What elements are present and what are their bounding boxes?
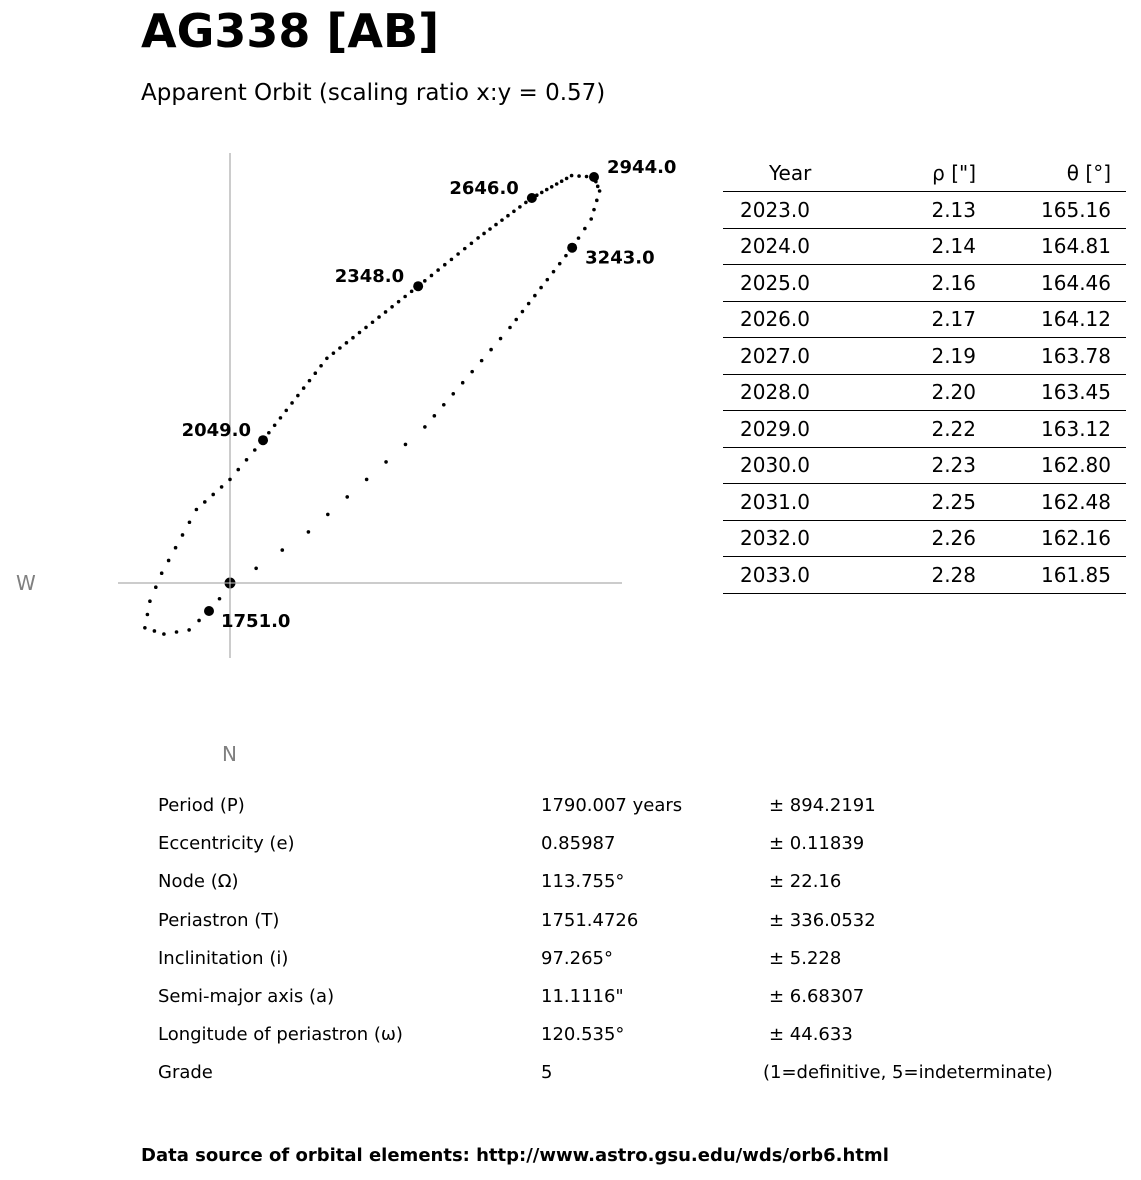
- orbit-point: [598, 189, 602, 193]
- cell-theta: 162.16: [991, 520, 1126, 557]
- table-row: [723, 447, 1126, 484]
- orbit-point: [220, 485, 224, 489]
- orbit-point: [430, 274, 434, 278]
- orbit-point: [494, 223, 498, 227]
- orbit-point: [583, 227, 587, 231]
- element-error: ± 894.2191: [769, 795, 876, 816]
- orbit-point: [211, 493, 215, 497]
- orbit-point: [319, 364, 323, 368]
- header-year: Year: [723, 155, 856, 192]
- element-name: Periastron (T): [158, 909, 280, 931]
- element-name: Inclinitation (i): [158, 947, 289, 969]
- element-error: ± 6.68307: [769, 985, 865, 1007]
- orbit-point: [489, 348, 493, 352]
- orbit-point: [508, 326, 512, 330]
- orbit-point: [550, 185, 554, 189]
- orbit-point: [175, 630, 179, 634]
- orbit-point: [514, 318, 518, 322]
- element-error: ± 336.0532: [769, 909, 876, 931]
- orbit-point: [195, 508, 199, 512]
- orbit-point: [596, 185, 600, 189]
- orbit-point: [488, 227, 492, 231]
- compass-west: W: [16, 571, 36, 595]
- orbit-point: [470, 241, 474, 245]
- orbit-point: [351, 336, 355, 340]
- orbit-point: [197, 619, 201, 623]
- orbit-point: [436, 268, 440, 272]
- orbit-point: [345, 495, 349, 499]
- cell-rho: 2.22: [856, 411, 991, 448]
- table-row: [723, 411, 1126, 448]
- element-value: 0.85987: [541, 833, 616, 855]
- element-error: ± 44.633: [769, 1024, 853, 1046]
- orbit-point: [592, 208, 596, 212]
- epoch-label: 2049.0: [181, 420, 252, 442]
- orbit-point: [236, 468, 240, 472]
- orbit-point: [218, 597, 222, 601]
- orbit-point: [480, 359, 484, 363]
- element-value: 11.1116": [541, 985, 624, 1007]
- orbit-point: [267, 431, 271, 435]
- header-theta: θ [°]: [991, 155, 1126, 192]
- orbit-point: [302, 386, 306, 390]
- cell-theta: 163.12: [991, 411, 1126, 448]
- orbit-point: [254, 567, 258, 571]
- cell-year: 2030.0: [723, 447, 856, 484]
- cell-rho: 2.25: [856, 484, 991, 521]
- orbit-point: [512, 210, 516, 214]
- header-rho: ρ ["]: [856, 155, 991, 192]
- element-value: 120.535°: [541, 1024, 625, 1046]
- cell-year: 2028.0: [723, 374, 856, 411]
- orbit-point: [253, 448, 257, 452]
- element-name: Eccentricity (e): [158, 833, 295, 855]
- orbit-point: [545, 188, 549, 192]
- epoch-marker: [527, 193, 537, 203]
- element-name: Period (P): [158, 795, 245, 816]
- orbit-point: [364, 326, 368, 330]
- epoch-label: 2944.0: [607, 157, 677, 178]
- orbit-point: [404, 443, 408, 447]
- table-row: [723, 265, 1126, 302]
- orbit-point: [280, 548, 284, 552]
- table-row: [723, 338, 1126, 375]
- cell-year: 2033.0: [723, 557, 856, 594]
- orbit-point: [167, 559, 171, 563]
- table-row: [723, 192, 1126, 229]
- ephemeris-table: [723, 155, 1126, 594]
- element-name: Longitude of periastron (ω): [158, 1024, 403, 1046]
- orbit-point: [499, 337, 503, 341]
- element-error: ± 0.11839: [769, 833, 865, 855]
- orbit-point: [463, 247, 467, 251]
- orbit-point: [279, 416, 283, 420]
- orbit-point: [433, 414, 437, 418]
- cell-year: 2024.0: [723, 228, 856, 265]
- element-name: Node (Ω): [158, 871, 239, 893]
- orbit-point: [188, 520, 192, 524]
- data-source: Data source of orbital elements: http://www.astro.gsu.edu/wds/orb6.html: [141, 1145, 889, 1166]
- orbit-point: [500, 218, 504, 222]
- table-row: [723, 374, 1126, 411]
- orbit-point: [338, 346, 342, 350]
- epoch-marker: [258, 435, 268, 445]
- epoch-marker: [567, 243, 577, 253]
- orbit-point: [461, 381, 465, 385]
- cell-rho: 2.23: [856, 447, 991, 484]
- cell-theta: 163.45: [991, 374, 1126, 411]
- element-error: ± 22.16: [769, 871, 842, 893]
- orbit-point: [160, 571, 164, 575]
- labeled-epochs: [182, 157, 677, 632]
- orbit-point: [307, 530, 311, 534]
- orbit-point: [560, 179, 564, 183]
- orbit-point: [181, 533, 185, 537]
- cell-theta: 164.46: [991, 265, 1126, 302]
- cell-year: 2023.0: [723, 192, 856, 229]
- chart-subtitle: Apparent Orbit (scaling ratio x:y = 0.57): [141, 80, 606, 106]
- table-row: [723, 484, 1126, 521]
- element-value: 5: [541, 1062, 553, 1084]
- orbit-point: [284, 409, 288, 413]
- orbit-path: [143, 174, 601, 636]
- epoch-label: 2348.0: [334, 266, 405, 288]
- orbit-point: [476, 236, 480, 240]
- orbit-point: [403, 295, 407, 299]
- element-name: Semi-major axis (a): [158, 985, 335, 1007]
- epoch-marker: [589, 172, 599, 182]
- orbit-point: [565, 177, 569, 181]
- element-value: 113.755°: [541, 871, 625, 893]
- cell-rho: 2.17: [856, 301, 991, 338]
- orbit-point: [203, 500, 207, 504]
- orbit-point: [570, 174, 574, 178]
- orbit-point: [527, 302, 531, 306]
- cell-rho: 2.14: [856, 228, 991, 265]
- orbit-point: [308, 379, 312, 383]
- cell-year: 2025.0: [723, 265, 856, 302]
- orbit-point: [290, 401, 294, 405]
- orbit-point: [589, 217, 593, 221]
- cell-theta: 165.16: [991, 192, 1126, 229]
- orbit-point: [533, 294, 537, 298]
- orbit-point: [595, 199, 599, 203]
- cell-rho: 2.26: [856, 520, 991, 557]
- orbit-point: [423, 425, 427, 429]
- orbit-point: [162, 632, 166, 636]
- orbit-point: [326, 513, 330, 517]
- orbit-point: [174, 546, 178, 550]
- element-name: Grade: [158, 1062, 213, 1084]
- cell-rho: 2.19: [856, 338, 991, 375]
- orbit-point: [148, 599, 152, 603]
- orbit-point: [450, 258, 454, 262]
- orbit-point: [187, 628, 191, 632]
- orbit-point: [345, 341, 349, 345]
- orbit-point: [540, 191, 544, 195]
- orbit-point: [552, 270, 556, 274]
- orbit-point: [146, 613, 150, 617]
- orbit-point: [273, 424, 277, 428]
- orbit-point: [384, 460, 388, 464]
- orbit-point: [423, 279, 427, 283]
- table-row: [723, 557, 1126, 594]
- cell-year: 2031.0: [723, 484, 856, 521]
- table-row: [723, 520, 1126, 557]
- orbit-point: [558, 262, 562, 266]
- cell-year: 2027.0: [723, 338, 856, 375]
- epoch-label: 2646.0: [449, 178, 519, 199]
- orbit-point: [371, 320, 375, 324]
- orbit-point: [451, 392, 455, 396]
- orbit-point: [410, 290, 414, 294]
- epoch-label: 1751.0: [221, 611, 291, 632]
- orbit-point: [228, 478, 232, 482]
- cell-theta: 162.48: [991, 484, 1126, 521]
- orbit-point: [518, 205, 522, 209]
- orbit-point: [456, 252, 460, 256]
- orbit-point: [358, 331, 362, 335]
- element-error: ± 5.228: [769, 947, 842, 969]
- ephemeris-header-row: [723, 155, 1126, 192]
- cell-theta: 163.78: [991, 338, 1126, 375]
- orbit-point: [585, 175, 589, 179]
- cell-rho: 2.20: [856, 374, 991, 411]
- orbit-point: [245, 458, 249, 462]
- element-value: 1751.4726: [541, 909, 639, 931]
- orbit-point: [577, 236, 581, 240]
- orbit-point: [296, 394, 300, 398]
- orbit-point: [143, 626, 147, 630]
- cell-year: 2029.0: [723, 411, 856, 448]
- orbit-point: [524, 201, 528, 205]
- table-row: [723, 228, 1126, 265]
- epoch-marker: [413, 281, 423, 291]
- cell-rho: 2.13: [856, 192, 991, 229]
- cell-theta: 162.80: [991, 447, 1126, 484]
- epoch-label: 3243.0: [585, 247, 655, 269]
- table-row: [723, 301, 1126, 338]
- orbit-point: [365, 478, 369, 482]
- orbit-point: [482, 232, 486, 236]
- element-error: (1=definitive, 5=indeterminate): [763, 1062, 1053, 1084]
- orbit-point: [397, 300, 401, 304]
- orbit-point: [390, 305, 394, 309]
- element-value: 97.265°: [541, 947, 613, 969]
- orbit-point: [442, 403, 446, 407]
- orbit-point: [521, 310, 525, 314]
- cell-theta: 161.85: [991, 557, 1126, 594]
- orbit-point: [313, 371, 317, 375]
- orbit-point: [577, 174, 581, 178]
- element-value: 1790.007 years: [541, 795, 683, 816]
- orbit-point: [506, 214, 510, 218]
- chart-title: AG338 [AB]: [141, 4, 440, 58]
- cell-theta: 164.81: [991, 228, 1126, 265]
- orbit-point: [555, 182, 559, 186]
- orbit-point: [539, 286, 543, 290]
- orbit-point: [470, 370, 474, 374]
- cell-theta: 164.12: [991, 301, 1126, 338]
- orbit-plot: [0, 0, 700, 700]
- orbit-point: [332, 351, 336, 355]
- orbit-point: [443, 263, 447, 267]
- cell-year: 2032.0: [723, 520, 856, 557]
- orbit-point: [545, 278, 549, 282]
- orbit-point: [325, 357, 329, 361]
- orbit-point: [564, 254, 568, 258]
- orbit-point: [377, 315, 381, 319]
- cell-rho: 2.28: [856, 557, 991, 594]
- orbit-point: [153, 629, 157, 633]
- orbit-point: [154, 585, 158, 589]
- cell-rho: 2.16: [856, 265, 991, 302]
- orbit-point: [384, 310, 388, 314]
- epoch-marker: [204, 606, 214, 616]
- cell-year: 2026.0: [723, 301, 856, 338]
- compass-north: N: [222, 742, 237, 766]
